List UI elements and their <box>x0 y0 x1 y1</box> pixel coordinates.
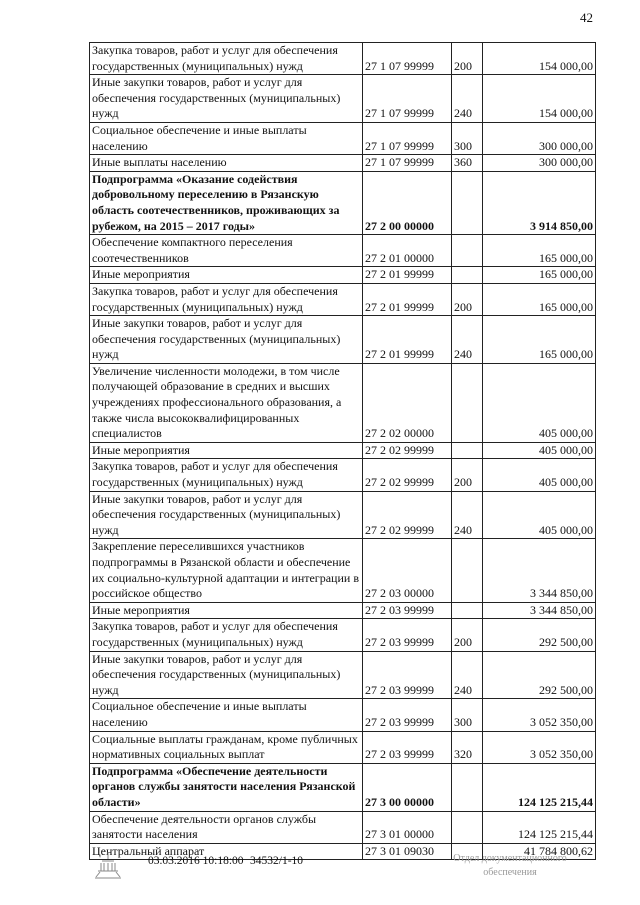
row-expense-type <box>452 602 483 619</box>
table-row <box>90 363 596 442</box>
row-amount: 405 000,00 <box>483 442 596 459</box>
row-expense-type: 300 <box>452 699 483 731</box>
row-amount: 405 000,00 <box>483 459 596 491</box>
row-amount: 292 500,00 <box>483 651 596 699</box>
row-expense-type <box>452 811 483 843</box>
table-row <box>90 459 596 491</box>
row-code: 27 2 03 99999 <box>363 731 452 763</box>
table-row <box>90 235 596 267</box>
row-description: Закупка товаров, работ и услуг для обеспечения государственных (муниципальных) нужд <box>90 43 363 75</box>
row-code: 27 1 07 99999 <box>363 155 452 172</box>
row-description: Иные выплаты населению <box>90 155 363 172</box>
row-amount: 405 000,00 <box>483 363 596 442</box>
row-expense-type <box>452 442 483 459</box>
row-expense-type: 300 <box>452 122 483 154</box>
row-description: Подпрограмма «Обеспечение деятельности органов службы занятости населения Рязанской области» <box>90 763 363 811</box>
row-description: Подпрограмма «Оказание содействия добровольному переселению в Рязанскую область соотечественников, проживающих за рубежом, на 2015 – 2017 годы» <box>90 171 363 234</box>
row-amount: 3 344 850,00 <box>483 602 596 619</box>
footer-doc-number: 34532/1-10 <box>250 855 304 867</box>
table-row <box>90 602 596 619</box>
row-description: Социальное обеспечение и иные выплаты населению <box>90 122 363 154</box>
row-description: Социальные выплаты гражданам, кроме публичных нормативных социальных выплат <box>90 731 363 763</box>
row-expense-type <box>452 171 483 234</box>
row-description: Закупка товаров, работ и услуг для обеспечения государственных (муниципальных) нужд <box>90 459 363 491</box>
table-row <box>90 267 596 284</box>
row-amount: 124 125 215,44 <box>483 763 596 811</box>
row-expense-type: 240 <box>452 491 483 539</box>
table-row <box>90 155 596 172</box>
page-number: 42 <box>580 10 593 25</box>
row-code: 27 2 01 00000 <box>363 235 452 267</box>
row-code: 27 2 02 99999 <box>363 459 452 491</box>
table-row <box>90 491 596 539</box>
row-code: 27 2 03 99999 <box>363 651 452 699</box>
table-row <box>90 171 596 234</box>
row-amount: 165 000,00 <box>483 267 596 284</box>
row-description: Обеспечение компактного переселения соотечественников <box>90 235 363 267</box>
row-expense-type <box>452 267 483 284</box>
table-row <box>90 619 596 651</box>
row-description: Закупка товаров, работ и услуг для обеспечения государственных (муниципальных) нужд <box>90 283 363 315</box>
row-amount: 300 000,00 <box>483 122 596 154</box>
row-code: 27 2 03 99999 <box>363 699 452 731</box>
row-code: 27 1 07 99999 <box>363 75 452 123</box>
row-expense-type <box>452 235 483 267</box>
row-code: 27 3 00 00000 <box>363 763 452 811</box>
table-row <box>90 283 596 315</box>
row-description: Иные закупки товаров, работ и услуг для обеспечения государственных (муниципальных) нужд <box>90 75 363 123</box>
row-code: 27 2 01 99999 <box>363 267 452 284</box>
row-amount: 3 052 350,00 <box>483 731 596 763</box>
row-amount: 3 914 850,00 <box>483 171 596 234</box>
table-row <box>90 651 596 699</box>
row-expense-type <box>452 763 483 811</box>
row-description: Центральный аппарат <box>90 843 363 860</box>
row-code: 27 2 02 00000 <box>363 363 452 442</box>
row-expense-type: 200 <box>452 43 483 75</box>
table-row <box>90 75 596 123</box>
table-row <box>90 699 596 731</box>
row-amount: 165 000,00 <box>483 283 596 315</box>
budget-table <box>89 42 596 860</box>
row-expense-type: 240 <box>452 75 483 123</box>
table-row <box>90 122 596 154</box>
row-code: 27 2 03 99999 <box>363 602 452 619</box>
table-row <box>90 316 596 364</box>
row-amount: 300 000,00 <box>483 155 596 172</box>
row-description: Увеличение численности молодежи, в том числе получающей образование в средних и высших учреждениях профессионального образования, а также числа высококвалифицированных специалистов <box>90 363 363 442</box>
row-description: Иные мероприятия <box>90 267 363 284</box>
row-description: Социальное обеспечение и иные выплаты населению <box>90 699 363 731</box>
row-amount: 292 500,00 <box>483 619 596 651</box>
row-code: 27 2 03 99999 <box>363 619 452 651</box>
row-expense-type: 320 <box>452 731 483 763</box>
row-expense-type: 240 <box>452 651 483 699</box>
table-row <box>90 763 596 811</box>
row-expense-type: 200 <box>452 619 483 651</box>
row-amount: 3 344 850,00 <box>483 539 596 602</box>
row-amount: 154 000,00 <box>483 43 596 75</box>
table-row <box>90 442 596 459</box>
row-code: 27 3 01 09030 <box>363 843 452 860</box>
row-amount: 405 000,00 <box>483 491 596 539</box>
row-code: 27 2 02 99999 <box>363 491 452 539</box>
table-row <box>90 539 596 602</box>
row-amount: 154 000,00 <box>483 75 596 123</box>
row-amount: 165 000,00 <box>483 316 596 364</box>
row-code: 27 1 07 99999 <box>363 43 452 75</box>
row-code: 27 3 01 00000 <box>363 811 452 843</box>
row-amount: 165 000,00 <box>483 235 596 267</box>
row-amount: 124 125 215,44 <box>483 811 596 843</box>
row-description: Иные закупки товаров, работ и услуг для обеспечения государственных (муниципальных) нужд <box>90 491 363 539</box>
row-code: 27 2 00 00000 <box>363 171 452 234</box>
emblem-icon <box>92 851 124 881</box>
table-row <box>90 811 596 843</box>
row-description: Закрепление переселившихся участников подпрограммы в Рязанской области и обеспечение их социально-культурной адаптации и интеграции в российское общество <box>90 539 363 602</box>
row-expense-type <box>452 539 483 602</box>
row-code: 27 2 01 99999 <box>363 316 452 364</box>
row-expense-type: 240 <box>452 316 483 364</box>
row-code: 27 2 03 00000 <box>363 539 452 602</box>
footer-datetime: 03.03.2016 10:18:00 <box>148 855 244 867</box>
row-code: 27 1 07 99999 <box>363 122 452 154</box>
row-code: 27 2 02 99999 <box>363 442 452 459</box>
row-expense-type <box>452 363 483 442</box>
row-amount: 41 784 800,62 <box>483 843 596 860</box>
row-description: Иные мероприятия <box>90 442 363 459</box>
row-expense-type: 200 <box>452 459 483 491</box>
row-description: Обеспечение деятельности органов службы занятости населения <box>90 811 363 843</box>
table-row <box>90 43 596 75</box>
row-description: Иные закупки товаров, работ и услуг для обеспечения государственных (муниципальных) нужд <box>90 316 363 364</box>
table-row <box>90 731 596 763</box>
footer-department-stamp: Отдел документационного обеспечения <box>453 853 567 878</box>
row-description: Закупка товаров, работ и услуг для обеспечения государственных (муниципальных) нужд <box>90 619 363 651</box>
row-description: Иные закупки товаров, работ и услуг для обеспечения государственных (муниципальных) нужд <box>90 651 363 699</box>
row-description: Иные мероприятия <box>90 602 363 619</box>
row-code: 27 2 01 99999 <box>363 283 452 315</box>
row-amount: 3 052 350,00 <box>483 699 596 731</box>
row-expense-type: 360 <box>452 155 483 172</box>
row-expense-type: 200 <box>452 283 483 315</box>
